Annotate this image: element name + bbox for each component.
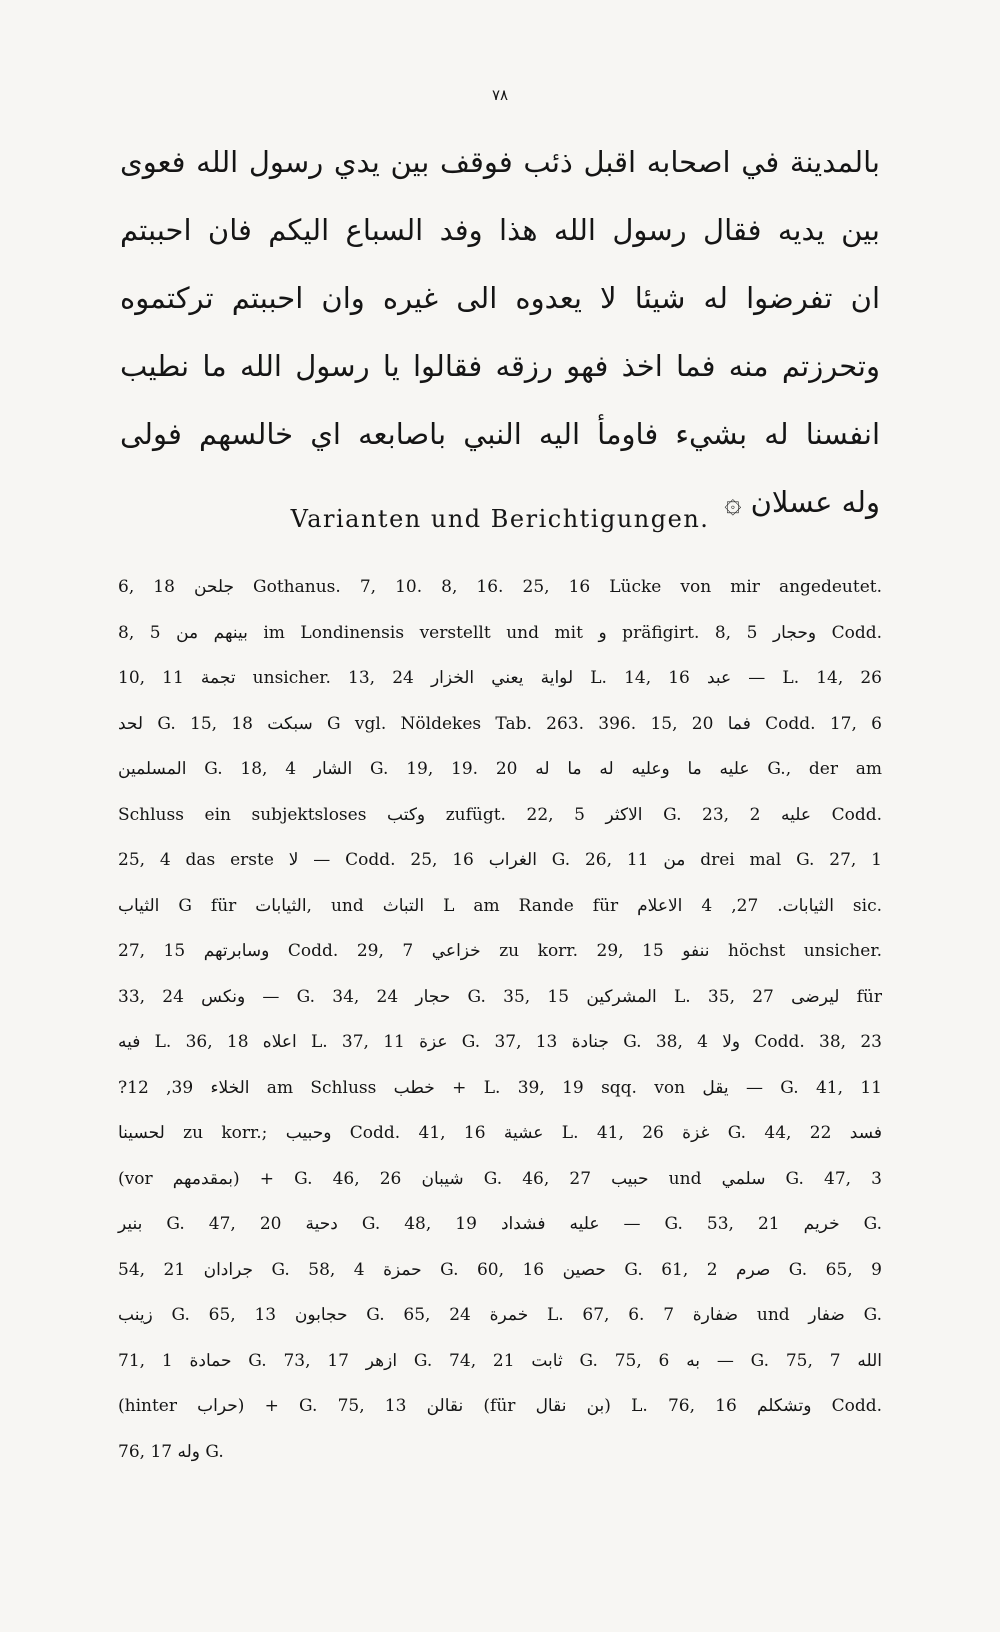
apparatus-line: Schluss ein subjektsloses وكتب zufügt. 22, 5 الاكثر G. 23, 2 عليه Codd. [118, 804, 882, 825]
apparatus-line: 25, 4 das erste لا — Codd. 25, 16 الغراب G. 26, 11 من drei mal G. 27, 1 [118, 850, 882, 870]
apparatus-line: بنير G. 47, 20 دحية G. 48, 19 عليه فشداد — G. 53, 21 خريم G. [118, 1214, 882, 1234]
arabic-line: بين يديه فقال رسول الله هذا وفد السباع اليكم فان احببتم [120, 213, 880, 247]
apparatus-line: (vor بمقدمهم) + G. 46, 26 شيبان G. 46, 27 حبيب und سلمي G. 47, 3 [118, 1168, 882, 1189]
apparatus-line: 33, 24 ونكس — G. 34, 24 حجار G. 35, 15 المشركين L. 35, 27 ليرضى für [118, 986, 882, 1007]
apparatus-line: المسلمين G. 18, 4 الشار G. 19, 19. 20 عليه ما وعليه له ما له G., der am [118, 759, 882, 779]
apparatus-line: فيه L. 36, 18 اعلاه L. 37, 11 عزة G. 37, 13 جنادة G. 38, 4 ولا Codd. 38, 23 [118, 1032, 882, 1052]
page-number: ٧٨ [491, 86, 509, 104]
apparatus-line: 27, 15 وسابرتهم Codd. 29, 7 خزاعي zu korr. 29, 15 ننفو höchst unsicher. [118, 941, 882, 961]
arabic-line: انفسنا له بشيء فاومأ اليه النبي باصابعه اي خالسهم فولى [120, 417, 880, 451]
apparatus-line: 6, 18 جلحن Gothanus. 7, 10. 8, 16. 25, 16 Lücke von mir angedeutet. [118, 577, 882, 597]
apparatus-line: زينب G. 65, 13 حجابون G. 65, 24 خمرة L. 67, 6. 7 ضفارة und ضفار G. [118, 1305, 882, 1325]
apparatus-line: 76, 17 وله G. [118, 1441, 224, 1462]
apparatus-line: 8, 5 بينهم من im Londinensis verstellt und mit و präfigirt. 8, 5 وحجار Codd. [118, 622, 882, 643]
arabic-line: بالمدينة في اصحابه اقبل ذئب فوقف بين يدي رسول الله فعوى [120, 145, 880, 179]
apparatus-line: لحسينا zu korr.; وحبيب Codd. 41, 16 عشية L. 41, 26 غزة G. 44, 22 فسد [118, 1123, 882, 1143]
critical-apparatus [118, 565, 882, 1475]
arabic-line: وتحرزتم منه فما اخذ فهو رزقه فقالوا يا رسول الله ما نطيب [120, 349, 880, 383]
arabic-text-block [120, 128, 880, 536]
apparatus-line: 10, 11 تجمة unsicher. 13, 24 لواية يعني الخزار L. 14, 16 عبد — L. 14, 26 [118, 668, 882, 688]
apparatus-line: لحد G. 15, 18 سبكت G vgl. Nöldekes Tab. 263. 396. 15, 20 فما Codd. 17, 6 [118, 713, 882, 734]
apparatus-line: ?الخلاء 39, 12 am Schluss خطب + L. 39, 19 sqq. von يقل — G. 41, 11 [118, 1077, 882, 1098]
apparatus-line: الثياب G für الثيابات, und التباث L am Rande für الثيابات. 27, 4 الاعلام sic. [118, 895, 882, 916]
arabic-line: ان تفرضوا له شيئا لا يعدوه الى غيره وان احببتم تركتموه [120, 281, 880, 315]
apparatus-line: (hinter حراب) + G. 75, 13 نقالن (für بن نقال) L. 76, 16 وتشكلم Codd. [118, 1396, 882, 1416]
apparatus-line: 54, 21 جرادان G. 58, 4 حمزة G. 60, 16 حصين G. 61, 2 صرم G. 65, 9 [118, 1259, 882, 1280]
apparatus-line: 71, 1 حمادة G. 73, 17 ازهر G. 74, 21 ثابت G. 75, 6 به — G. 75, 7 الله [118, 1350, 882, 1371]
arabic-line: وله عسلان ۞ [724, 485, 880, 519]
section-heading: Varianten und Berichtigungen. [290, 505, 710, 533]
